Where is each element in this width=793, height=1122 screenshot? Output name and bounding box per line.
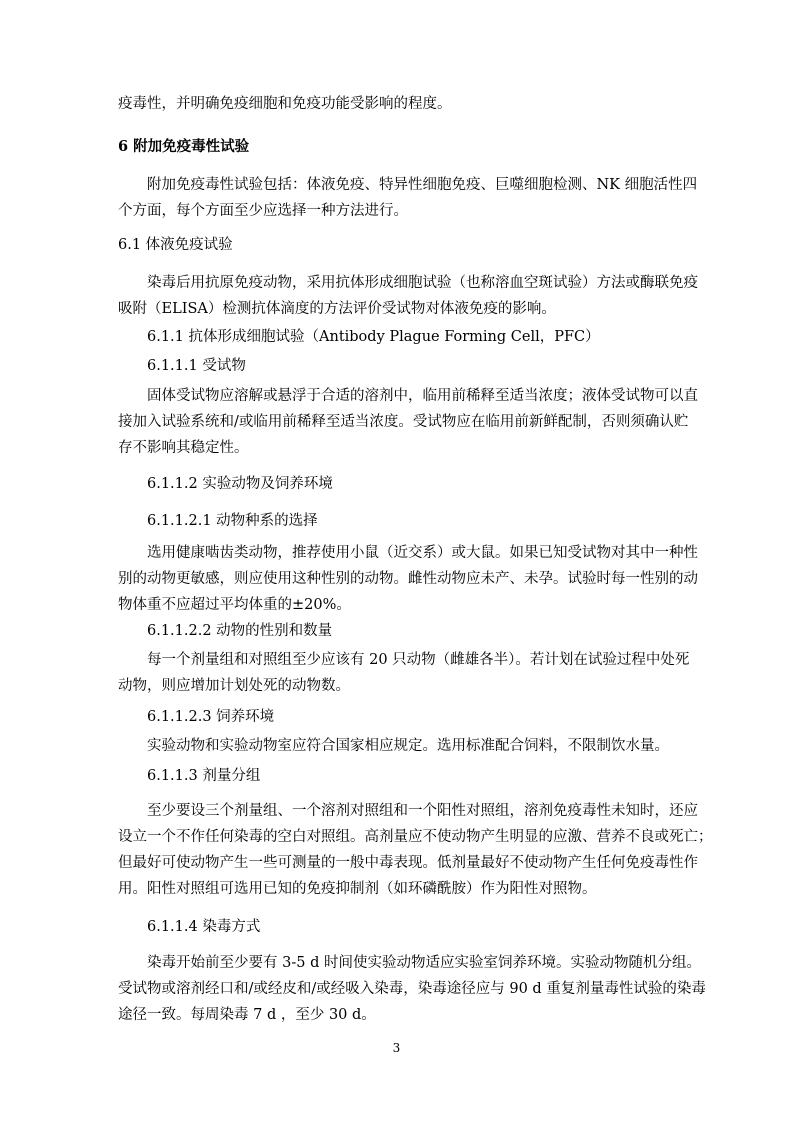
paragraph-line: 染毒后用抗原免疫动物，采用抗体形成细胞试验（也称溶血空斑试验）方法或酶联免疫 — [147, 275, 698, 291]
section-heading-6-1-1-3: 6.1.1.3 剂量分组 — [147, 768, 261, 784]
paragraph-line: 个方面，每个方面至少应选择一种方法进行。 — [118, 203, 408, 219]
page-number: 3 — [392, 1041, 401, 1055]
paragraph-line: 设立一个不作任何染毒的空白对照组。高剂量应不使动物产生明显的应激、营养不良或死亡； — [118, 829, 713, 845]
paragraph-line: 动物，则应增加计划处死的动物数。 — [118, 678, 350, 694]
section-heading-6-1-1-2: 6.1.1.2 实验动物及饲养环境 — [147, 476, 333, 492]
paragraph-line: 疫毒性，并明确免疫细胞和免疫功能受影响的程度。 — [118, 96, 452, 112]
paragraph-line: 每一个剂量组和对照组至少应该有 20 只动物（雌雄各半）。若计划在试验过程中处死 — [147, 652, 690, 668]
section-heading-6-1-1-2-1: 6.1.1.2.1 动物种系的选择 — [147, 513, 318, 529]
paragraph-line: 途径一致。每周染毒 7 d ，至少 30 d。 — [118, 1007, 376, 1023]
paragraph-line: 存不影响其稳定性。 — [118, 440, 249, 456]
section-heading-6-1-1-4: 6.1.1.4 染毒方式 — [147, 919, 261, 935]
section-heading-6-1: 6.1 体液免疫试验 — [118, 237, 233, 253]
paragraph-line: 染毒开始前至少要有 3-5 d 时间使实验动物适应实验室饲养环境。实验动物随机分组。 — [147, 955, 701, 971]
section-heading-6-1-1: 6.1.1 抗体形成细胞试验（Antibody Plague Forming Cell，PFC） — [147, 329, 600, 345]
section-heading-6-1-1-1: 6.1.1.1 受试物 — [147, 358, 246, 374]
paragraph-line: 选用健康啮齿类动物，推荐使用小鼠（近交系）或大鼠。如果已知受试物对其中一种性 — [147, 545, 698, 561]
section-heading-6: 6 附加免疫毒性试验 — [118, 138, 250, 155]
section-heading-6-1-1-2-3: 6.1.1.2.3 饲养环境 — [147, 709, 275, 725]
paragraph-line: 受试物或溶剂经口和/或经皮和/或经吸入染毒，染毒途径应与 90 d 重复剂量毒性试验的染毒 — [118, 981, 706, 997]
paragraph-line: 吸附（ELISA）检测抗体滴度的方法评价受试物对体液免疫的影响。 — [118, 301, 556, 317]
paragraph-line: 附加免疫毒性试验包括：体液免疫、特异性细胞免疫、巨噬细胞检测、NK 细胞活性四 — [147, 177, 698, 193]
paragraph-line: 接加入试验系统和/或临用前稀释至适当浓度。受试物应在临用前新鲜配制，否则须确认贮 — [118, 414, 689, 430]
paragraph-line: 物体重不应超过平均体重的±20%。 — [118, 597, 351, 613]
paragraph-line: 固体受试物应溶解或悬浮于合适的溶剂中，临用前稀释至适当浓度；液体受试物可以直 — [147, 388, 698, 404]
section-heading-6-1-1-2-2: 6.1.1.2.2 动物的性别和数量 — [147, 623, 333, 639]
paragraph-line: 实验动物和实验动物室应符合国家相应规定。选用标准配合饲料，不限制饮水量。 — [147, 738, 669, 754]
paragraph-line: 别的动物更敏感，则应使用这种性别的动物。雌性动物应未产、未孕。试验时每一性别的动 — [118, 571, 698, 587]
paragraph-line: 至少要设三个剂量组、一个溶剂对照组和一个阳性对照组，溶剂免疫毒性未知时，还应 — [147, 803, 698, 819]
paragraph-line: 但最好可使动物产生一些可测量的一般中毒表现。低剂量最好不使动物产生任何免疫毒性作 — [118, 855, 698, 871]
paragraph-line: 用。阳性对照组可选用已知的免疫抑制剂（如环磷酰胺）作为阳性对照物。 — [118, 881, 597, 897]
